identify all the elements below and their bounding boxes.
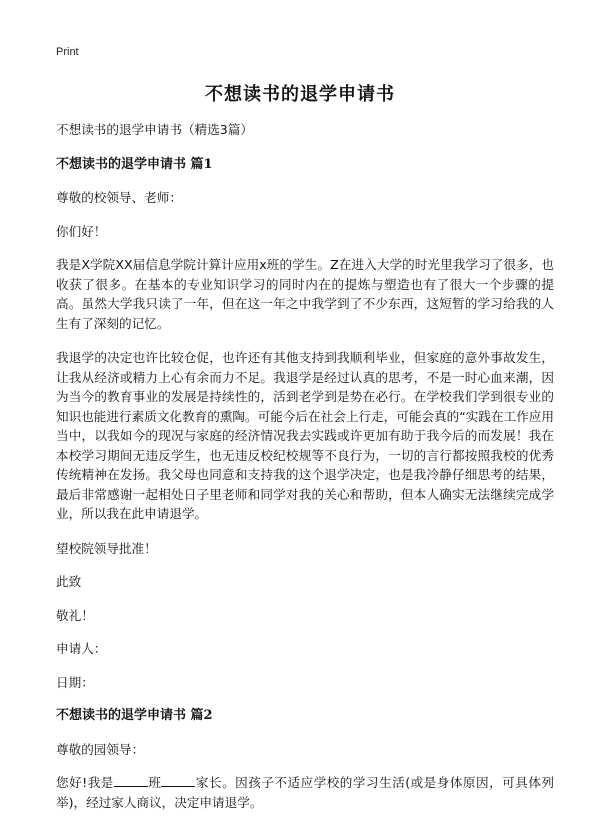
print-label: Print <box>56 46 79 58</box>
section1-salutation: 尊敬的校领导、老师： <box>56 190 182 205</box>
section1-date: 日期： <box>56 674 94 690</box>
section2-para-mid1: 班 <box>147 775 162 790</box>
section1-applicant: 申请人： <box>56 641 107 656</box>
page-title: 不想读书的退学申请书 <box>205 84 395 105</box>
section2-paragraph-1 <box>56 773 554 812</box>
section1-heading: 不想读书的退学申请书 篇1 <box>56 156 213 172</box>
fill-blank-name <box>161 774 195 787</box>
section2-salutation: 尊敬的园领导： <box>56 741 145 757</box>
section1-request: 望校院领导批准！ <box>56 540 157 556</box>
section1-greeting: 你们好！ <box>56 223 107 239</box>
section1-closing-2: 敬礼！ <box>56 607 94 623</box>
section1-paragraph-2: 我退学的决定也许比较仓促，也许还有其他支持到我顺利毕业，但家庭的意外事故发生，让我从经济或精力上心有余而力不足。我退学是经过认真的思考，不是一时心血来潮，因为当今的教育事业的发展是持续性的，活到老学到是势在必行。在学校我们学到很专业的知识也能进行素质文化教育的熏陶。可能今后在社会上行走，可能会真的“实践在工作应用当中，以我如今的现况与家庭的经济情况我去实践或许更加有助于我今后的而发展！我在本校学习期间无违反学生，也无违反校纪校规等不良行为，一切的言行都按照我校的优秀传统精神在发扬。我父母也同意和支持我的这个退学决定，也是我冷静仔细思考的结果，最后非常感谢一起相处日子里老师和同学对我的关心和帮助，但本人确实无法继续完成学业，所以我在此申请退学。 <box>56 350 554 521</box>
section2-heading: 不想读书的退学申请书 篇2 <box>56 708 213 723</box>
document-body <box>56 120 554 827</box>
section1-closing-1: 此致 <box>56 574 82 589</box>
section1-paragraph-1: 我是X学院XX届信息学院计算计应用x班的学生。Z在进入大学的时光里我学习了很多，也收获了很多。在基本的专业知识学习的同时内在的提炼与塑造也有了很大一个步骤的提高。虽然大学我只读了一年，但在这一年之中我学到了不少东西，这短暂的学习给我的人生有了深刻的记忆。 <box>56 257 554 331</box>
section2-para-prefix: 您好!我是 <box>56 775 114 790</box>
document-subtitle: 不想读书的退学申请书（精选3篇） <box>56 122 253 137</box>
section2-para-mid2: 家长。因孩子不适应学校的学习生活(或是身体原因，可具体列举)，经过家人商议，决定申请退学。 <box>56 775 554 810</box>
fill-blank-class <box>114 774 148 787</box>
